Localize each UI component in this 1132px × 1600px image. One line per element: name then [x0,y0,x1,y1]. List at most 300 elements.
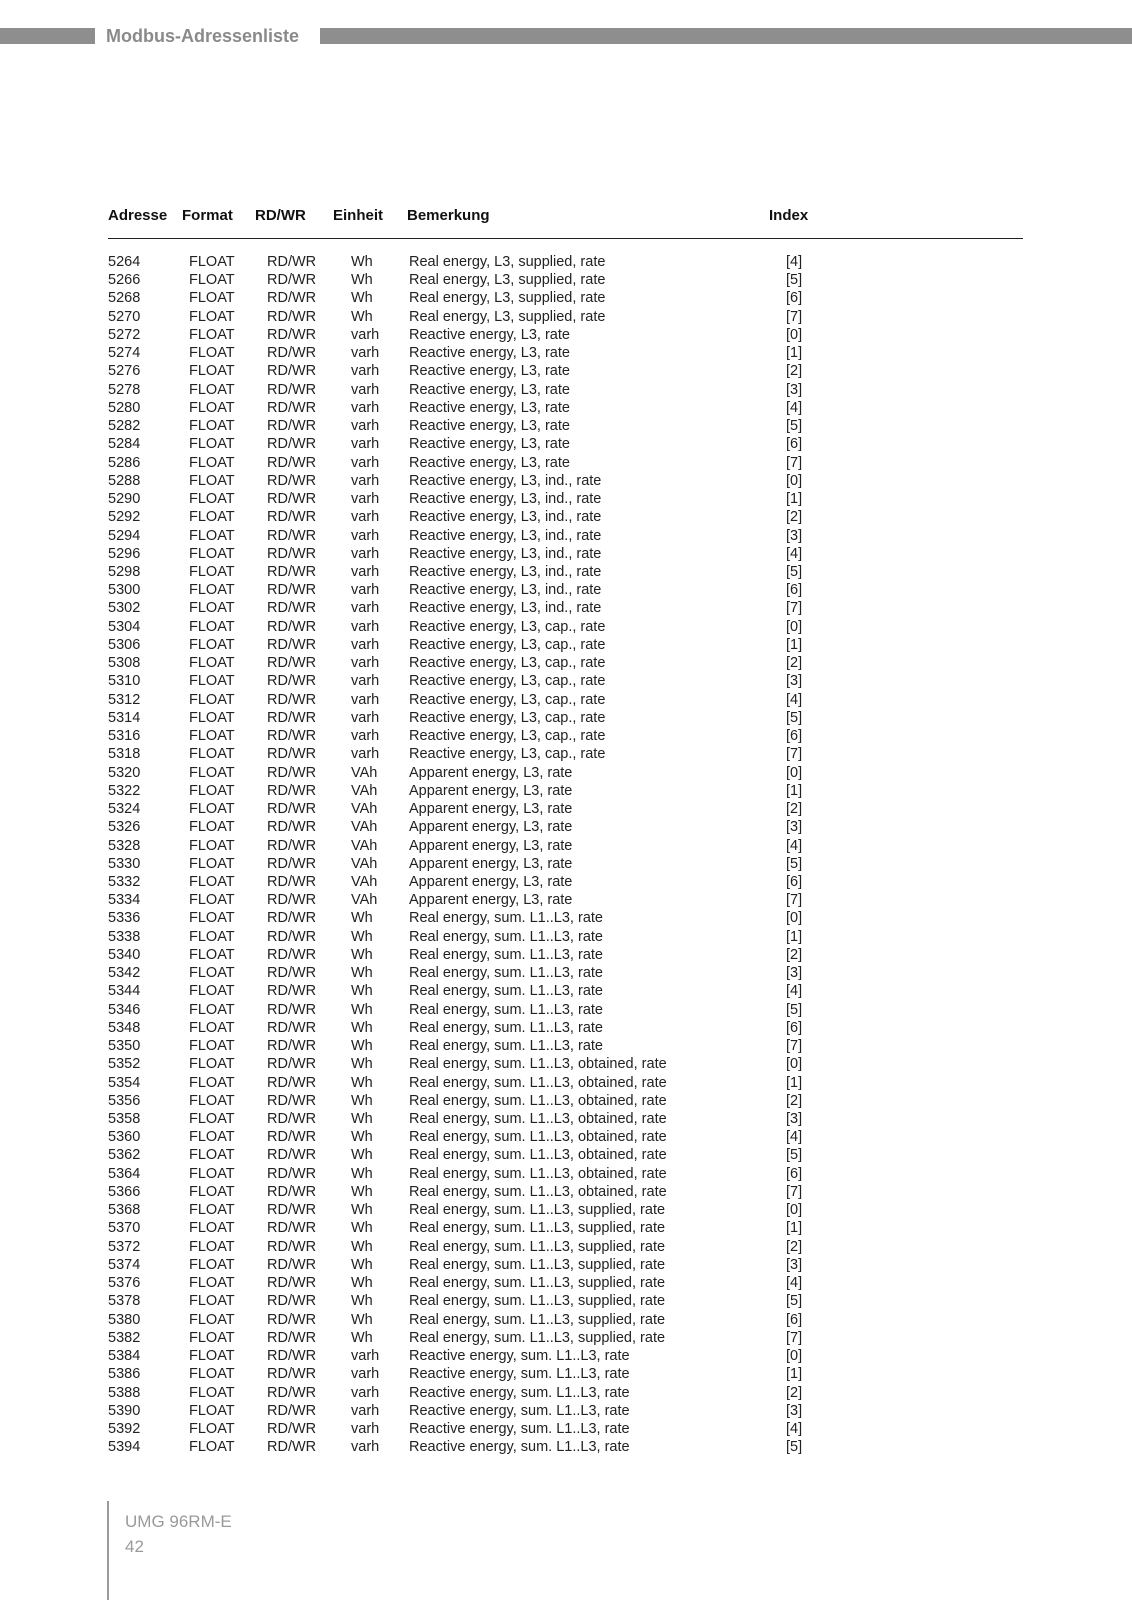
cell-rdwr: RD/WR [267,801,317,818]
cell-index: [2] [786,946,803,963]
table-row [108,1092,1023,1110]
cell-bemerkung: Reactive energy, L3, cap., rate [409,655,606,672]
table-row [108,271,1023,289]
cell-rdwr: RD/WR [267,946,317,963]
table-row [108,1019,1023,1037]
cell-einheit: Wh [351,1001,373,1018]
table-row [108,344,1023,362]
cell-adresse: 5342 [108,965,141,982]
table-row [108,1183,1023,1201]
cell-adresse: 5288 [108,472,141,489]
table-row [108,599,1023,617]
cell-bemerkung: Apparent energy, L3, rate [409,801,573,818]
cell-index: [4] [786,1275,803,1292]
cell-einheit: varh [351,363,380,380]
cell-adresse: 5356 [108,1092,141,1109]
cell-rdwr: RD/WR [267,1056,317,1073]
cell-einheit: Wh [351,1293,373,1310]
table-row [108,928,1023,946]
table-row [108,1238,1023,1256]
table-row [108,636,1023,654]
cell-einheit: varh [351,709,380,726]
cell-adresse: 5366 [108,1183,141,1200]
cell-format: FLOAT [189,436,235,453]
cell-bemerkung: Real energy, sum. L1..L3, rate [409,910,603,927]
cell-format: FLOAT [189,272,235,289]
cell-index: [6] [786,582,803,599]
cell-index: [2] [786,1384,803,1401]
cell-einheit: varh [351,655,380,672]
cell-adresse: 5336 [108,910,141,927]
cell-rdwr: RD/WR [267,636,317,653]
cell-bemerkung: Real energy, sum. L1..L3, rate [409,1001,603,1018]
cell-format: FLOAT [189,527,235,544]
table-row [108,745,1023,763]
cell-bemerkung: Reactive energy, L3, rate [409,381,570,398]
cell-rdwr: RD/WR [267,1092,317,1109]
cell-adresse: 5308 [108,655,141,672]
cell-index: [6] [786,728,803,745]
cell-format: FLOAT [189,545,235,562]
column-header-adresse: Adresse [108,207,182,239]
cell-index: [3] [786,673,803,690]
cell-index: [5] [786,418,803,435]
cell-rdwr: RD/WR [267,728,317,745]
cell-index: [7] [786,454,803,471]
cell-adresse: 5364 [108,1165,141,1182]
table-row [108,581,1023,599]
cell-einheit: varh [351,509,380,526]
cell-einheit: Wh [351,1238,373,1255]
table-row [108,1074,1023,1092]
cell-rdwr: RD/WR [267,873,317,890]
table-row [108,1438,1023,1456]
cell-adresse: 5374 [108,1256,141,1273]
cell-rdwr: RD/WR [267,673,317,690]
cell-format: FLOAT [189,454,235,471]
cell-adresse: 5294 [108,527,141,544]
cell-rdwr: RD/WR [267,1220,317,1237]
cell-format: FLOAT [189,1439,235,1456]
cell-format: FLOAT [189,636,235,653]
table-row [108,563,1023,581]
table-row [108,1055,1023,1073]
cell-adresse: 5354 [108,1074,141,1091]
cell-index: [2] [786,1092,803,1109]
cell-rdwr: RD/WR [267,308,317,325]
cell-einheit: Wh [351,1165,373,1182]
table-row [108,1329,1023,1347]
cell-bemerkung: Real energy, sum. L1..L3, rate [409,946,603,963]
table-row [108,1219,1023,1237]
cell-adresse: 5344 [108,983,141,1000]
table-row [108,1201,1023,1219]
cell-index: [5] [786,272,803,289]
cell-index: [5] [786,1147,803,1164]
cell-rdwr: RD/WR [267,1147,317,1164]
column-header-rdwr: RD/WR [255,207,333,239]
cell-rdwr: RD/WR [267,1421,317,1437]
table-row [108,1256,1023,1274]
cell-rdwr: RD/WR [267,965,317,982]
cell-bemerkung: Reactive energy, sum. L1..L3, rate [409,1402,630,1419]
cell-bemerkung: Real energy, sum. L1..L3, obtained, rate [409,1092,667,1109]
cell-bemerkung: Reactive energy, L3, ind., rate [409,472,602,489]
cell-adresse: 5382 [108,1329,141,1346]
cell-adresse: 5310 [108,673,141,690]
cell-rdwr: RD/WR [267,363,317,380]
cell-einheit: varh [351,728,380,745]
cell-adresse: 5264 [108,254,141,270]
cell-einheit: Wh [351,272,373,289]
cell-index: [1] [786,1220,803,1237]
cell-rdwr: RD/WR [267,1202,317,1219]
cell-adresse: 5316 [108,728,141,745]
cell-adresse: 5372 [108,1238,141,1255]
cell-einheit: Wh [351,1129,373,1146]
table-row [108,362,1023,380]
table-row [108,472,1023,490]
cell-rdwr: RD/WR [267,582,317,599]
cell-format: FLOAT [189,381,235,398]
cell-rdwr: RD/WR [267,1348,317,1365]
cell-format: FLOAT [189,491,235,508]
cell-bemerkung: Real energy, sum. L1..L3, obtained, rate [409,1165,667,1182]
table-row [108,764,1023,782]
cell-rdwr: RD/WR [267,1329,317,1346]
cell-rdwr: RD/WR [267,509,317,526]
cell-einheit: varh [351,746,380,763]
cell-index: [5] [786,709,803,726]
cell-einheit: varh [351,673,380,690]
cell-bemerkung: Reactive energy, sum. L1..L3, rate [409,1384,630,1401]
column-header-index: Index [769,207,1023,239]
cell-index: [4] [786,1129,803,1146]
cell-format: FLOAT [189,1366,235,1383]
cell-einheit: varh [351,600,380,617]
cell-einheit: varh [351,472,380,489]
cell-adresse: 5296 [108,545,141,562]
cell-rdwr: RD/WR [267,1293,317,1310]
cell-index: [6] [786,436,803,453]
cell-rdwr: RD/WR [267,910,317,927]
table-row [108,435,1023,453]
cell-rdwr: RD/WR [267,1402,317,1419]
cell-format: FLOAT [189,910,235,927]
cell-index: [5] [786,855,803,872]
cell-bemerkung: Real energy, sum. L1..L3, rate [409,928,603,945]
cell-rdwr: RD/WR [267,272,317,289]
cell-rdwr: RD/WR [267,1129,317,1146]
cell-index: [3] [786,1402,803,1419]
cell-einheit: Wh [351,1147,373,1164]
cell-rdwr: RD/WR [267,892,317,909]
cell-bemerkung: Real energy, sum. L1..L3, supplied, rate [409,1238,666,1255]
table-row [108,1311,1023,1329]
cell-index: [0] [786,618,803,635]
cell-format: FLOAT [189,746,235,763]
cell-adresse: 5340 [108,946,141,963]
cell-bemerkung: Reactive energy, L3, rate [409,399,570,416]
cell-format: FLOAT [189,1275,235,1292]
cell-rdwr: RD/WR [267,1111,317,1128]
cell-einheit: varh [351,691,380,708]
cell-index: [2] [786,1238,803,1255]
cell-index: [0] [786,1202,803,1219]
cell-adresse: 5394 [108,1439,141,1456]
cell-einheit: Wh [351,983,373,1000]
cell-einheit: Wh [351,1256,373,1273]
cell-bemerkung: Reactive energy, L3, ind., rate [409,582,602,599]
table-row [108,1274,1023,1292]
cell-rdwr: RD/WR [267,472,317,489]
cell-einheit: varh [351,1421,380,1437]
cell-format: FLOAT [189,1019,235,1036]
table-row [108,1128,1023,1146]
cell-rdwr: RD/WR [267,1384,317,1401]
cell-format: FLOAT [189,254,235,270]
cell-format: FLOAT [189,1256,235,1273]
table-row [108,1146,1023,1164]
cell-index: [1] [786,1366,803,1383]
cell-adresse: 5290 [108,491,141,508]
table-row [108,1292,1023,1310]
cell-adresse: 5328 [108,837,141,854]
header-bar-right [320,28,1132,44]
cell-format: FLOAT [189,892,235,909]
cell-einheit: varh [351,436,380,453]
cell-rdwr: RD/WR [267,1019,317,1036]
cell-einheit: Wh [351,1019,373,1036]
table-row [108,490,1023,508]
cell-bemerkung: Reactive energy, sum. L1..L3, rate [409,1348,630,1365]
table-row [108,381,1023,399]
cell-adresse: 5334 [108,892,141,909]
cell-adresse: 5320 [108,764,141,781]
cell-format: FLOAT [189,1129,235,1146]
cell-format: FLOAT [189,1092,235,1109]
table-row [108,308,1023,326]
cell-format: FLOAT [189,363,235,380]
cell-adresse: 5338 [108,928,141,945]
cell-bemerkung: Real energy, L3, supplied, rate [409,308,606,325]
cell-adresse: 5392 [108,1421,141,1437]
cell-einheit: varh [351,326,380,343]
cell-format: FLOAT [189,1147,235,1164]
cell-index: [1] [786,636,803,653]
column-header-format: Format [182,207,255,239]
cell-rdwr: RD/WR [267,1311,317,1328]
cell-einheit: VAh [351,855,378,872]
cell-adresse: 5376 [108,1275,141,1292]
cell-einheit: VAh [351,819,378,836]
cell-format: FLOAT [189,1311,235,1328]
cell-format: FLOAT [189,801,235,818]
cell-adresse: 5350 [108,1038,141,1055]
cell-rdwr: RD/WR [267,418,317,435]
table-row [108,1110,1023,1128]
cell-einheit: VAh [351,837,378,854]
cell-einheit: varh [351,527,380,544]
cell-index: [4] [786,254,803,270]
cell-index: [1] [786,491,803,508]
table-row [108,545,1023,563]
cell-format: FLOAT [189,1165,235,1182]
footer-product-name: UMG 96RM-E [125,1512,232,1531]
cell-einheit: Wh [351,308,373,325]
cell-index: [0] [786,910,803,927]
cell-bemerkung: Reactive energy, L3, ind., rate [409,509,602,526]
cell-bemerkung: Reactive energy, L3, cap., rate [409,673,606,690]
table-row [108,873,1023,891]
cell-einheit: VAh [351,764,378,781]
table-row [108,618,1023,636]
cell-format: FLOAT [189,418,235,435]
cell-bemerkung: Reactive energy, L3, cap., rate [409,691,606,708]
cell-rdwr: RD/WR [267,1275,317,1292]
cell-format: FLOAT [189,1056,235,1073]
cell-rdwr: RD/WR [267,1183,317,1200]
cell-format: FLOAT [189,673,235,690]
cell-rdwr: RD/WR [267,691,317,708]
cell-einheit: Wh [351,1111,373,1128]
cell-einheit: varh [351,454,380,471]
cell-format: FLOAT [189,728,235,745]
cell-index: [3] [786,1111,803,1128]
cell-einheit: Wh [351,910,373,927]
cell-adresse: 5362 [108,1147,141,1164]
cell-adresse: 5298 [108,563,141,580]
column-header-einheit: Einheit [333,207,407,239]
cell-adresse: 5306 [108,636,141,653]
cell-einheit: Wh [351,1038,373,1055]
cell-format: FLOAT [189,1348,235,1365]
cell-adresse: 5360 [108,1129,141,1146]
cell-rdwr: RD/WR [267,545,317,562]
cell-einheit: varh [351,1439,380,1456]
cell-index: [4] [786,837,803,854]
cell-bemerkung: Apparent energy, L3, rate [409,837,573,854]
cell-bemerkung: Reactive energy, L3, cap., rate [409,746,606,763]
cell-einheit: varh [351,582,380,599]
cell-rdwr: RD/WR [267,837,317,854]
cell-bemerkung: Reactive energy, sum. L1..L3, rate [409,1421,630,1437]
cell-einheit: varh [351,381,380,398]
cell-index: [3] [786,1256,803,1273]
cell-format: FLOAT [189,655,235,672]
cell-rdwr: RD/WR [267,1439,317,1456]
cell-einheit: Wh [351,1092,373,1109]
table-row [108,399,1023,417]
cell-einheit: VAh [351,892,378,909]
cell-bemerkung: Real energy, L3, supplied, rate [409,272,606,289]
cell-adresse: 5278 [108,381,141,398]
page-title: Modbus-Adressenliste [106,26,300,46]
cell-rdwr: RD/WR [267,436,317,453]
cell-adresse: 5300 [108,582,141,599]
cell-adresse: 5388 [108,1384,141,1401]
table-row [108,818,1023,836]
table-row [108,1365,1023,1383]
cell-einheit: varh [351,563,380,580]
table-row [108,417,1023,435]
cell-einheit: Wh [351,254,373,270]
cell-index: [6] [786,873,803,890]
cell-rdwr: RD/WR [267,600,317,617]
cell-index: [5] [786,1001,803,1018]
cell-bemerkung: Reactive energy, L3, cap., rate [409,728,606,745]
cell-format: FLOAT [189,399,235,416]
cell-format: FLOAT [189,308,235,325]
cell-bemerkung: Apparent energy, L3, rate [409,873,573,890]
cell-adresse: 5324 [108,801,141,818]
cell-index: [3] [786,527,803,544]
cell-format: FLOAT [189,1384,235,1401]
cell-einheit: varh [351,1402,380,1419]
cell-adresse: 5272 [108,326,141,343]
cell-adresse: 5358 [108,1111,141,1128]
table-row [108,982,1023,1000]
cell-bemerkung: Reactive energy, L3, rate [409,454,570,471]
cell-einheit: Wh [351,965,373,982]
cell-index: [4] [786,983,803,1000]
table-row [108,891,1023,909]
cell-rdwr: RD/WR [267,290,317,307]
cell-adresse: 5386 [108,1366,141,1383]
cell-rdwr: RD/WR [267,655,317,672]
cell-einheit: Wh [351,1220,373,1237]
cell-format: FLOAT [189,1202,235,1219]
cell-adresse: 5352 [108,1056,141,1073]
cell-format: FLOAT [189,1402,235,1419]
cell-index: [3] [786,381,803,398]
table-row [108,909,1023,927]
cell-bemerkung: Reactive energy, L3, cap., rate [409,709,606,726]
cell-bemerkung: Reactive energy, L3, rate [409,363,570,380]
cell-format: FLOAT [189,618,235,635]
cell-format: FLOAT [189,1238,235,1255]
cell-index: [7] [786,892,803,909]
cell-index: [5] [786,1439,803,1456]
cell-rdwr: RD/WR [267,563,317,580]
cell-bemerkung: Real energy, sum. L1..L3, rate [409,1019,603,1036]
cell-adresse: 5384 [108,1348,141,1365]
cell-index: [6] [786,1165,803,1182]
cell-index: [2] [786,363,803,380]
cell-index: [2] [786,509,803,526]
cell-rdwr: RD/WR [267,1256,317,1273]
cell-format: FLOAT [189,782,235,799]
cell-bemerkung: Reactive energy, L3, ind., rate [409,600,602,617]
table-row [108,508,1023,526]
cell-rdwr: RD/WR [267,1038,317,1055]
cell-rdwr: RD/WR [267,527,317,544]
table-row [108,964,1023,982]
cell-einheit: Wh [351,290,373,307]
cell-format: FLOAT [189,855,235,872]
cell-rdwr: RD/WR [267,782,317,799]
cell-adresse: 5304 [108,618,141,635]
cell-format: FLOAT [189,509,235,526]
cell-adresse: 5370 [108,1220,141,1237]
cell-index: [2] [786,801,803,818]
cell-rdwr: RD/WR [267,254,317,270]
cell-adresse: 5268 [108,290,141,307]
cell-einheit: Wh [351,1056,373,1073]
cell-bemerkung: Reactive energy, L3, ind., rate [409,545,602,562]
cell-adresse: 5322 [108,782,141,799]
cell-adresse: 5332 [108,873,141,890]
